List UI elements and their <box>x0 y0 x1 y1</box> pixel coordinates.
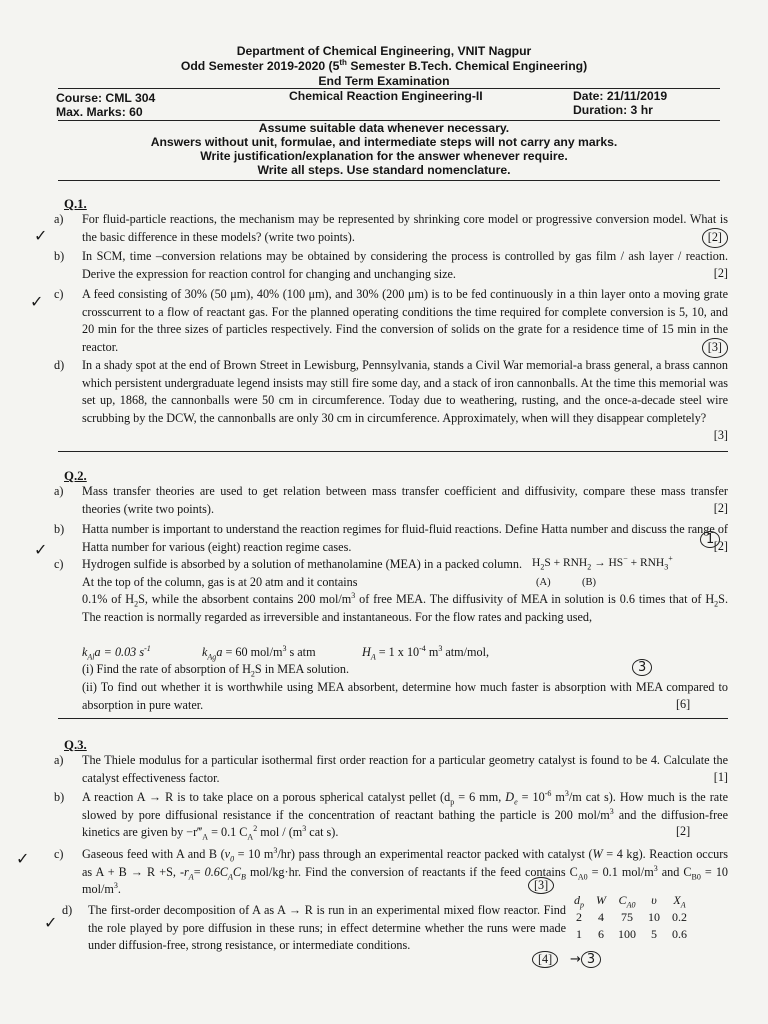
instruction-2: Answers without unit, formulae, and intermediate steps will not carry any marks. <box>150 135 618 149</box>
table-cell: 0.2 <box>672 910 687 924</box>
col-xa: $X_A$ <box>673 893 686 910</box>
handwritten-score: 1 <box>700 531 720 548</box>
q2c-param-3: $H_A = 1$ x $10^{-4}$ $m^3$ atm/mol, <box>362 643 490 662</box>
q3d-text: The first-order decomposition of A as A → R is run in an experimental mixed flow reactor. Find the role played by pore diffusion in these runs; in effect determine whether the runs were made under diffusion-free, strong resistance, or intermediate conditions. <box>88 903 566 953</box>
table-cell: 5 <box>651 927 657 941</box>
table-cell: 1 <box>576 927 582 941</box>
table-cell: 2 <box>576 910 582 924</box>
question-2-title: Q.2. <box>64 469 87 483</box>
q3b-label: b) <box>54 790 65 804</box>
q2-part-a <box>54 483 728 518</box>
part-text: Hatta number is important to understand the reaction regimes for fluid-fluid reactions. Define Hatta number and discuss the range of Hatta number for various (eight) reaction regime cases. <box>82 522 728 554</box>
table-cell: 0.6 <box>672 927 687 941</box>
course-code: Course: CML 304 <box>56 91 156 105</box>
table-header-row <box>568 892 693 909</box>
q3b-marks: [2] <box>676 824 691 838</box>
q3d-marks: [4] <box>532 951 558 968</box>
marks: [1] <box>713 770 728 784</box>
table-cell: 6 <box>598 927 604 941</box>
duration: Duration: 3 hr <box>573 103 653 117</box>
runs-table <box>568 892 693 943</box>
part-text: Mass transfer theories are used to get relation between mass transfer coefficient and diffusivity, compare these mass transfer theories (write two points). <box>82 484 728 516</box>
q3c-marks: [3] <box>528 877 554 894</box>
part-label: a) <box>54 484 64 498</box>
q2-rule <box>58 718 728 719</box>
part-text: The Thiele modulus for a particular isothermal first order reaction for a particular geometry catalyst is found to be 4. Calculate the catalyst effectiveness factor. <box>82 753 728 785</box>
instructions-rule <box>58 180 720 181</box>
table-row <box>568 926 693 943</box>
marks: [2] <box>713 501 728 515</box>
instruction-4: Write all steps. Use standard nomenclature. <box>257 163 511 177</box>
q2c-param-1: $k_{Al}a = 0.03$ $s^{-1}$ <box>82 643 151 662</box>
max-marks: Max. Marks: 60 <box>56 105 143 119</box>
marks: [3] <box>702 338 728 358</box>
part-label: b) <box>54 522 65 536</box>
q1-part-d <box>54 357 728 442</box>
q1-part-b <box>54 248 728 283</box>
check-mark-icon: ✓ <box>16 849 30 868</box>
exam-title: End Term Examination <box>318 74 450 88</box>
check-mark-icon: ✓ <box>34 226 48 245</box>
question-1-title: Q.1. <box>64 197 87 211</box>
q3c-label: c) <box>54 847 64 861</box>
q2c-marks: [6] <box>676 697 691 711</box>
check-mark-icon: ✓ <box>30 292 44 311</box>
col-ca0: $C_{A0}$ <box>618 893 636 910</box>
q3b-text: A reaction A → R is to take place on a porous spherical catalyst pellet ($d_p = 6$ mm, $D_e = 10^{-6}$ $m^3/m$ cat s). How much is the rate slowed by pore diffusional resistance if the concentration of reactant bathing the particle is 200 mol/$m^3$ and the diffusion-free kinetics are given by $-r‴_A = 0.1$ $C_A^2$ mol / ($m^3$ cat s). <box>82 788 728 842</box>
q2c-param-2: $k_{Ag}a = 60$ mol/$m^3$ s atm <box>202 643 316 662</box>
table-cell: 100 <box>618 927 636 941</box>
q3-part-a <box>54 752 728 787</box>
table-row <box>568 909 693 926</box>
semester-line: Odd Semester 2019-2020 (5th Semester B.Tech. Chemical Engineering) <box>180 57 588 73</box>
marks: [2] <box>713 539 728 553</box>
q1-part-a <box>54 211 728 246</box>
col-w: W <box>596 893 606 907</box>
part-label: b) <box>54 249 65 263</box>
instruction-1: Assume suitable data whenever necessary. <box>258 121 510 135</box>
check-mark-icon: ✓ <box>34 540 48 559</box>
part-text: In a shady spot at the end of Brown Street in Lewisburg, Pennsylvania, stands a Civil War memorial-a brass general, a brass cannon which persistent undergraduate legend insists may still fire some day, and a stack of iron cannonballs. At the time this memorial was set up, 1868, the cannonballs were 50 cm in circumference. Today due to weathering, rusting, and the once-a-decade steel wire scrubbing by the DCW, the cannonballs are only 30 cm in circumference. Approximately, when will they disappear completely? <box>82 358 728 425</box>
table-cell: 10 <box>648 910 660 924</box>
q2c-text-top: Hydrogen sulfide is absorbed by a solution of methanolamine (MEA) in a packed column. At the top of the column, gas is at 20 atm and it contains <box>82 557 522 589</box>
marks: [2] <box>702 228 728 248</box>
q3d-label: d) <box>62 903 73 917</box>
q2c-subpart-ii: (ii) To find out whether it is worthwhile using MEA absorbent, determine how much faster is absorption with MEA compared to absorption in pure water. <box>82 680 728 712</box>
instruction-3: Write justification/explanation for the answer whenever require. <box>200 149 568 163</box>
part-text: In SCM, time –conversion relations may be obtained by considering the process is controlled by gas film / ash layer / reaction. Derive the expression for reaction control for changing and unchanging size. <box>82 249 728 281</box>
table-cell: 75 <box>621 910 633 924</box>
q2c-label: c) <box>54 557 64 571</box>
exam-date: Date: 21/11/2019 <box>573 89 668 103</box>
q1-rule <box>58 451 728 452</box>
q2c-reaction: $H_2S + RNH_2 \to HS^- + RNH_3^+$ <box>532 554 673 572</box>
marks: [2] <box>713 266 728 280</box>
handwritten-score: 3 <box>632 659 652 676</box>
question-3-title: Q.3. <box>64 738 87 752</box>
q1-part-c <box>54 286 728 356</box>
q2c-species-b: (B) <box>582 577 596 588</box>
part-text: For fluid-particle reactions, the mechanism may be represented by shrinking core model or progressive conversion model. What is the basic difference in these models? (write two points). <box>82 212 728 244</box>
col-v: υ <box>651 893 657 907</box>
col-dp: $d_p$ <box>574 893 584 910</box>
part-label: c) <box>54 287 64 301</box>
q2-part-b <box>54 521 728 556</box>
marks: [3] <box>713 428 728 442</box>
handwritten-score: → 3 <box>570 951 601 968</box>
q2c-subpart-i: (i) Find the rate of absorption of $H_2S$ in MEA solution. <box>82 662 350 679</box>
part-text: A feed consisting of 30% (50 μm), 40% (100 μm), and 30% (200 μm) is to be fed continuously in a thin layer onto a moving grate crosscurrent to a flow of reactant gas. For the planned operating conditions the time required for complete conversion is 5, 10, and 20 min for the three sizes of particles respectively. Find the conversion of solids on the grate for a residence time of 15 min in the reactor. <box>82 287 728 354</box>
q3c-text: Gaseous feed with A and B ($v_0 = 10$ $m^3/hr$) pass through an experimental reactor packed with catalyst (W = 4 kg). Reaction occurs as A + B → R +S, $-r_A= 0.6C_AC_B$ mol/kg·hr. Find the conversion of reactants if the feed contains $C_{A0} = 0.1$ mol/$m^3$ and $C_{B0} = 10$ mol/$m^3$. <box>82 845 729 897</box>
subject-title: Chemical Reaction Engineering-II <box>289 89 483 103</box>
department-title: Department of Chemical Engineering, VNIT Nagpur <box>236 44 532 58</box>
q2c-text-mid: 0.1% of $H_2S$, while the absorbent contains 200 mol/$m^3$ of free MEA. The diffusivity of MEA in solution is 0.6 times that of $H_2S$. The reaction is normally regarded as irreversible and instantaneous. For the flow rates and packing used, <box>82 590 728 624</box>
part-label: a) <box>54 753 64 767</box>
part-label: d) <box>54 358 65 372</box>
check-mark-icon: ✓ <box>44 913 58 932</box>
table-cell: 4 <box>598 910 604 924</box>
q2c-species-a: (A) <box>536 577 551 588</box>
part-label: a) <box>54 212 64 226</box>
